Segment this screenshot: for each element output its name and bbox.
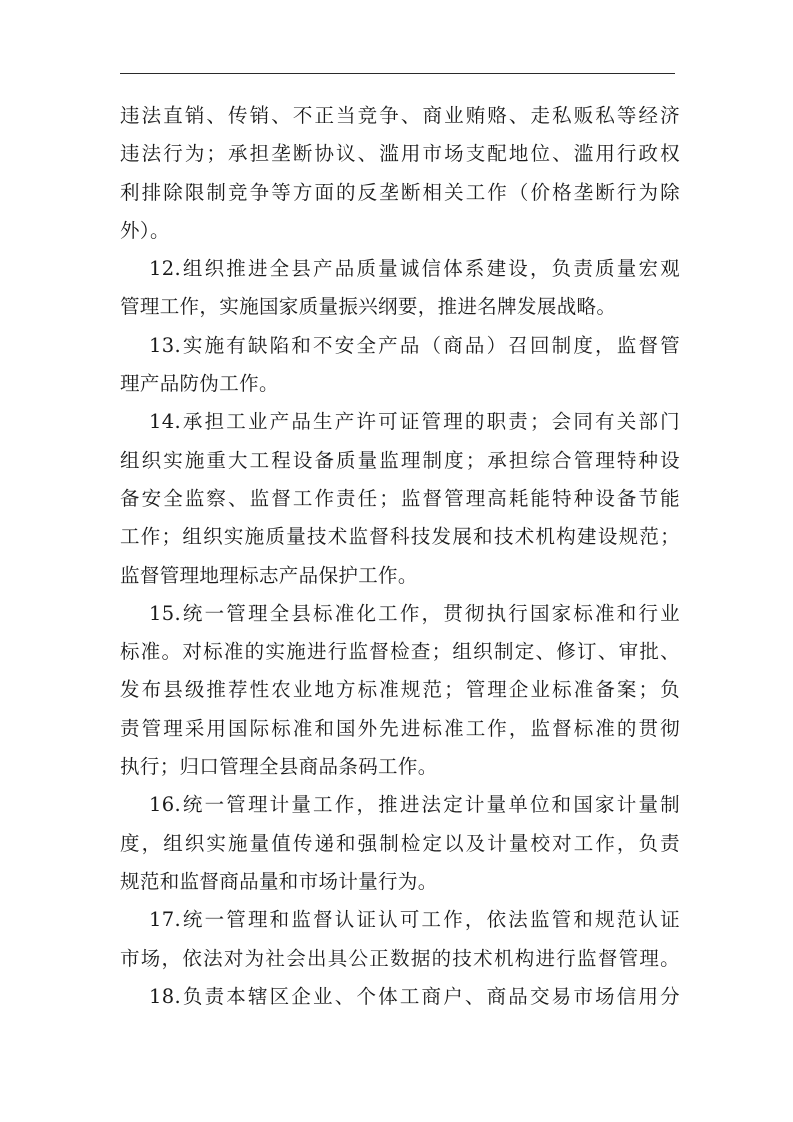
text-line: 15.统一管理全县标准化工作，贯彻执行国家标准和行业 [149,601,680,625]
text-line: 17.统一管理和监督认证认可工作，依法监管和规范认证 [149,908,680,932]
text-line: 发布县级推荐性农业地方标准规范；管理企业标准备案；负 [120,678,680,702]
text-line: 工作；组织实施质量技术监督科技发展和技术机构建设规范； [120,525,680,549]
text-line: 管理工作，实施国家质量振兴纲要，推进名牌发展战略。 [120,295,617,319]
text-line: 备安全监察、监督工作责任；监督管理高耗能特种设备节能 [120,486,680,510]
text-line: 市场，依法对为社会出具公正数据的技术机构进行监督管理。 [120,946,680,970]
text-line: 违法直销、传销、不正当竞争、商业贿赂、走私贩私等经济 [120,104,680,127]
text-line: 理产品防伪工作。 [120,372,279,396]
text-line: 14.承担工业产品生产许可证管理的职责；会同有关部门 [149,410,680,434]
text-line: 组织实施重大工程设备质量监理制度；承担综合管理特种设 [120,448,680,472]
text-line: 标准。对标准的实施进行监督检查；组织制定、修订、审批、 [120,640,680,664]
text-line: 16.统一管理计量工作，推进法定计量单位和国家计量制 [149,793,680,817]
text-line: 18.负责本辖区企业、个体工商户、商品交易市场信用分 [149,984,680,1008]
text-line: 12.组织推进全县产品质量诚信体系建设，负责质量宏观 [149,257,680,281]
text-line: 规范和监督商品量和市场计量行为。 [120,869,438,893]
text-line: 外）。 [120,218,170,242]
text-line: 责管理采用国际标准和国外先进标准工作，监督标准的贯彻 [120,716,680,740]
text-line: 度，组织实施量值传递和强制检定以及计量校对工作，负责 [120,831,680,855]
body-text [120,97,680,1016]
text-line: 执行；归口管理全县商品条码工作。 [120,755,438,779]
text-line: 利排除限制竞争等方面的反垄断相关工作（价格垄断行为除 [120,180,680,204]
text-line: 13.实施有缺陷和不安全产品（商品）召回制度，监督管 [149,333,680,357]
text-line: 违法行为；承担垄断协议、滥用市场支配地位、滥用行政权 [120,142,680,166]
text-line: 监督管理地理标志产品保护工作。 [120,563,418,587]
header-rule [120,73,675,74]
